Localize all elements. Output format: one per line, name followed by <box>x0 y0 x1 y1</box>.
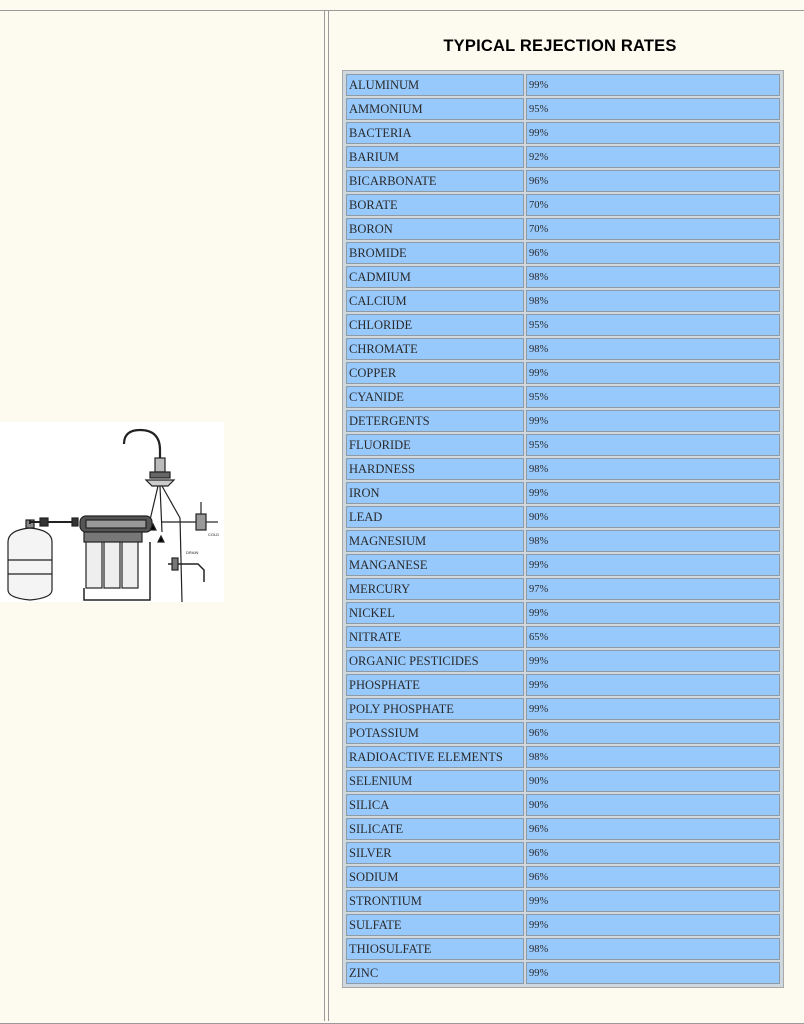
table-row <box>346 98 780 120</box>
rejection-rate: 98% <box>526 530 780 552</box>
table-row <box>346 410 780 432</box>
rejection-rate: 70% <box>526 194 780 216</box>
rejection-rate: 98% <box>526 746 780 768</box>
table-row <box>346 362 780 384</box>
contaminant-name: RADIOACTIVE ELEMENTS <box>346 746 524 768</box>
table-row <box>346 434 780 456</box>
rejection-rate: 92% <box>526 146 780 168</box>
rejection-rate: 99% <box>526 698 780 720</box>
contaminant-name: PHOSPHATE <box>346 674 524 696</box>
table-row <box>346 146 780 168</box>
rejection-rate: 96% <box>526 242 780 264</box>
contaminant-name: HARDNESS <box>346 458 524 480</box>
table-row <box>346 914 780 936</box>
rejection-rates-table <box>342 70 784 988</box>
contaminant-name: NICKEL <box>346 602 524 624</box>
table-row <box>346 698 780 720</box>
rejection-rates-body <box>346 74 780 984</box>
rejection-rate: 95% <box>526 386 780 408</box>
table-row <box>346 506 780 528</box>
contaminant-name: ORGANIC PESTICIDES <box>346 650 524 672</box>
contaminant-name: BORATE <box>346 194 524 216</box>
rejection-rate: 99% <box>526 74 780 96</box>
ro-system-diagram-image <box>0 422 224 602</box>
table-row <box>346 674 780 696</box>
rejection-rate: 99% <box>526 890 780 912</box>
table-row <box>346 746 780 768</box>
contaminant-name: IRON <box>346 482 524 504</box>
table-row <box>346 842 780 864</box>
contaminant-name: MERCURY <box>346 578 524 600</box>
contaminant-name: BICARBONATE <box>346 170 524 192</box>
contaminant-name: THIOSULFATE <box>346 938 524 960</box>
table-row <box>346 650 780 672</box>
contaminant-name: BORON <box>346 218 524 240</box>
table-row <box>346 962 780 984</box>
rejection-rate: 95% <box>526 98 780 120</box>
table-row <box>346 122 780 144</box>
table-row <box>346 890 780 912</box>
contaminant-name: SILICATE <box>346 818 524 840</box>
rejection-rate: 99% <box>526 410 780 432</box>
table-row <box>346 218 780 240</box>
rejection-rate: 98% <box>526 290 780 312</box>
table-row <box>346 626 780 648</box>
contaminant-name: CADMIUM <box>346 266 524 288</box>
contaminant-name: CHROMATE <box>346 338 524 360</box>
table-row <box>346 338 780 360</box>
rejection-rate: 90% <box>526 794 780 816</box>
table-row <box>346 578 780 600</box>
rejection-rate: 70% <box>526 218 780 240</box>
table-row <box>346 554 780 576</box>
contaminant-name: ALUMINUM <box>346 74 524 96</box>
rejection-rate: 96% <box>526 866 780 888</box>
contaminant-name: LEAD <box>346 506 524 528</box>
rejection-rate: 99% <box>526 650 780 672</box>
contaminant-name: FLUORIDE <box>346 434 524 456</box>
contaminant-name: SELENIUM <box>346 770 524 792</box>
rejection-rate: 99% <box>526 482 780 504</box>
table-row <box>346 818 780 840</box>
table-row <box>346 770 780 792</box>
drain-label: DRAIN <box>186 550 199 555</box>
rejection-rate: 99% <box>526 602 780 624</box>
rejection-rate: 99% <box>526 554 780 576</box>
table-row <box>346 266 780 288</box>
table-row <box>346 290 780 312</box>
page-title: TYPICAL REJECTION RATES <box>443 37 677 55</box>
rejection-rate: 98% <box>526 458 780 480</box>
table-row <box>346 314 780 336</box>
contaminant-name: SILICA <box>346 794 524 816</box>
rejection-rate: 65% <box>526 626 780 648</box>
rejection-rate: 97% <box>526 578 780 600</box>
rejection-rate: 99% <box>526 674 780 696</box>
contaminant-name: CYANIDE <box>346 386 524 408</box>
contaminant-name: SODIUM <box>346 866 524 888</box>
rejection-rate: 99% <box>526 914 780 936</box>
contaminant-name: MAGNESIUM <box>346 530 524 552</box>
contaminant-name: POTASSIUM <box>346 722 524 744</box>
table-row <box>346 170 780 192</box>
contaminant-name: AMMONIUM <box>346 98 524 120</box>
rejection-rate: 98% <box>526 266 780 288</box>
contaminant-name: BARIUM <box>346 146 524 168</box>
contaminant-name: POLY PHOSPHATE <box>346 698 524 720</box>
table-row <box>346 602 780 624</box>
contaminant-name: CALCIUM <box>346 290 524 312</box>
contaminant-name: BROMIDE <box>346 242 524 264</box>
rejection-rate: 96% <box>526 842 780 864</box>
contaminant-name: CHLORIDE <box>346 314 524 336</box>
cold-label: COLD <box>208 532 220 537</box>
table-row <box>346 458 780 480</box>
contaminant-name: SILVER <box>346 842 524 864</box>
contaminant-name: BACTERIA <box>346 122 524 144</box>
rejection-rate: 96% <box>526 170 780 192</box>
rejection-rate: 90% <box>526 506 780 528</box>
contaminant-name: DETERGENTS <box>346 410 524 432</box>
table-row <box>346 530 780 552</box>
contaminant-name: SULFATE <box>346 914 524 936</box>
contaminant-name: MANGANESE <box>346 554 524 576</box>
table-row <box>346 194 780 216</box>
rejection-rate: 96% <box>526 722 780 744</box>
table-row <box>346 866 780 888</box>
rejection-rate: 96% <box>526 818 780 840</box>
table-row <box>346 482 780 504</box>
rejection-rate: 90% <box>526 770 780 792</box>
contaminant-name: ZINC <box>346 962 524 984</box>
rejection-rate: 99% <box>526 962 780 984</box>
contaminant-name: STRONTIUM <box>346 890 524 912</box>
rejection-rate: 98% <box>526 338 780 360</box>
table-row <box>346 74 780 96</box>
rejection-rate: 95% <box>526 434 780 456</box>
rejection-rate: 99% <box>526 362 780 384</box>
ro-system-diagram-icon <box>0 422 224 602</box>
contaminant-name: NITRATE <box>346 626 524 648</box>
table-row <box>346 794 780 816</box>
table-row <box>346 938 780 960</box>
table-row <box>346 386 780 408</box>
rejection-rate: 99% <box>526 122 780 144</box>
table-row <box>346 722 780 744</box>
table-row <box>346 242 780 264</box>
rejection-rate: 95% <box>526 314 780 336</box>
rejection-rate: 98% <box>526 938 780 960</box>
contaminant-name: COPPER <box>346 362 524 384</box>
